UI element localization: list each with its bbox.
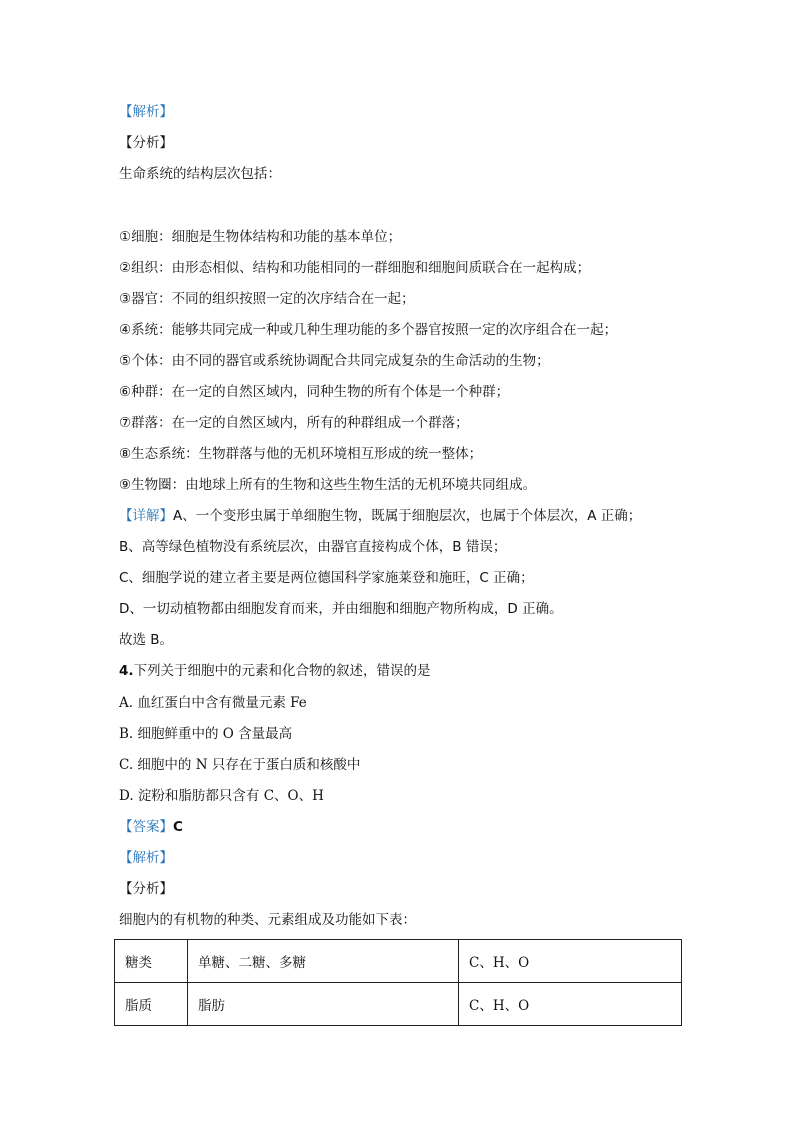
tag-fenxi-1: 【分析】 xyxy=(119,135,173,151)
table-row xyxy=(115,983,682,1026)
conclusion-text: 故选 B。 xyxy=(119,632,174,648)
answer-line xyxy=(119,818,183,836)
tag-jiexi-1: 【解析】 xyxy=(119,104,173,120)
detail-line-b: B、高等绿色植物没有系统层次，由器官直接构成个体，B 错误； xyxy=(119,539,507,555)
level-item: ①细胞：细胞是生物体结构和功能的基本单位； xyxy=(119,229,402,245)
level-item: ⑥种群：在一定的自然区域内，同种生物的所有个体是一个种群； xyxy=(119,384,510,400)
option-a: A. 血红蛋白中含有微量元素 Fe xyxy=(119,695,307,711)
tag-jiexi-2: 【解析】 xyxy=(119,850,173,866)
question-text: 下列关于细胞中的元素和化合物的叙述，错误的是 xyxy=(133,663,431,679)
tag-fenxi-2: 【分析】 xyxy=(119,881,173,897)
organic-compounds-table xyxy=(114,939,682,1026)
table-cell: 脂肪 xyxy=(188,983,459,1026)
question-4-stem xyxy=(119,662,431,680)
table-cell: 糖类 xyxy=(115,940,188,983)
table-row xyxy=(115,940,682,983)
answer-value: C xyxy=(173,819,183,835)
detail-line-d: D、一切动植物都由细胞发育而来，并由细胞和细胞产物所构成，D 正确。 xyxy=(119,601,563,617)
level-item: ⑦群落：在一定的自然区域内，所有的种群组成一个群落； xyxy=(119,415,469,431)
option-d: D. 淀粉和脂肪都只含有 C、O、H xyxy=(119,788,324,804)
level-item: ④系统：能够共同完成一种或几种生理功能的多个器官按照一定的次序组合在一起； xyxy=(119,322,618,338)
table-intro: 细胞内的有机物的种类、元素组成及功能如下表： xyxy=(119,912,416,928)
level-item: ②组织：由形态相似、结构和功能相同的一群细胞和细胞间质联合在一起构成； xyxy=(119,260,591,276)
option-c: C. 细胞中的 N 只存在于蛋白质和核酸中 xyxy=(119,757,361,773)
level-item: ⑤个体：由不同的器官或系统协调配合共同完成复杂的生命活动的生物； xyxy=(119,353,550,369)
detail-a-text: A、一个变形虫属于单细胞生物，既属于细胞层次，也属于个体层次，A 正确； xyxy=(173,508,642,524)
table-cell: C、H、O xyxy=(459,983,682,1026)
detail-line-c: C、细胞学说的建立者主要是两位德国科学家施莱登和施旺，C 正确； xyxy=(119,570,534,586)
table-cell: 单糖、二糖、多糖 xyxy=(188,940,459,983)
table-cell: C、H、O xyxy=(459,940,682,983)
tag-answer: 【答案】 xyxy=(119,819,173,835)
question-number: 4. xyxy=(119,663,134,679)
detail-line-a xyxy=(119,507,641,525)
intro-text: 生命系统的结构层次包括： xyxy=(119,166,281,182)
level-item: ③器官：不同的组织按照一定的次序结合在一起； xyxy=(119,291,415,307)
level-item: ⑨生物圈：由地球上所有的生物和这些生物生活的无机环境共同组成。 xyxy=(119,477,537,493)
level-item: ⑧生态系统：生物群落与他的无机环境相互形成的统一整体； xyxy=(119,446,483,462)
tag-detail: 【详解】 xyxy=(119,508,173,524)
option-b: B. 细胞鲜重中的 O 含量最高 xyxy=(119,726,293,742)
table-cell: 脂质 xyxy=(115,983,188,1026)
